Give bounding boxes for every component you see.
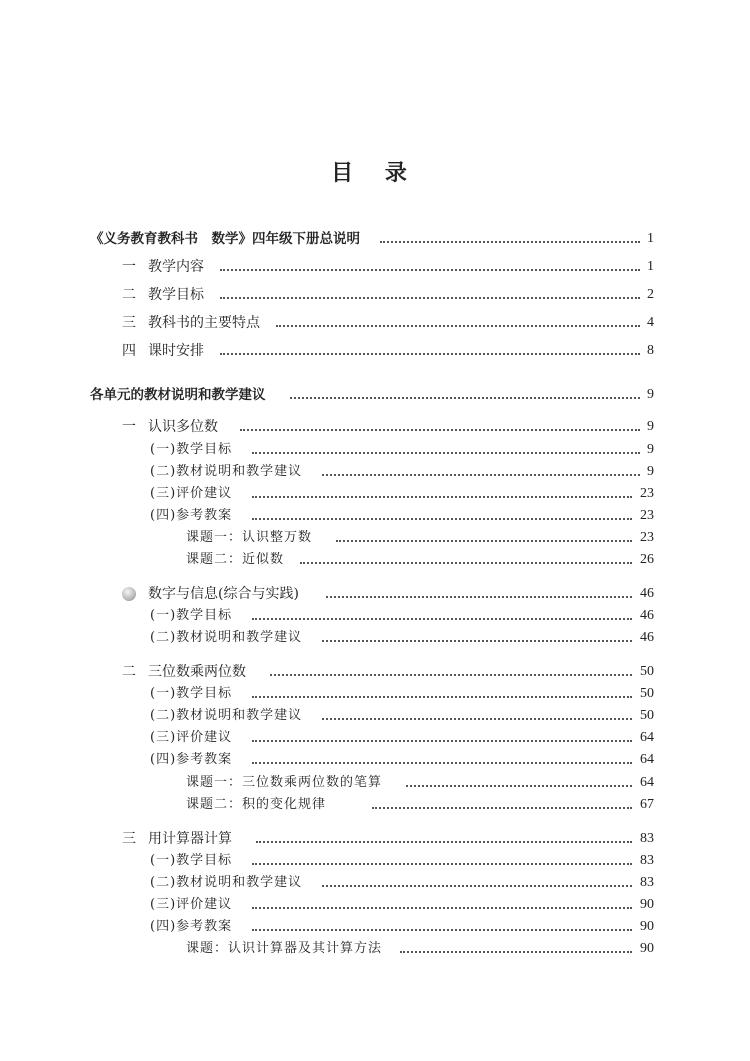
toc-page-number: 1 — [647, 231, 654, 246]
toc-entry-label: 课题二：近似数 — [186, 552, 285, 567]
toc-page-number: 9 — [647, 419, 654, 434]
toc-page-number: 2 — [647, 287, 654, 302]
leader-dots — [322, 718, 632, 720]
leader-dots — [252, 740, 632, 742]
toc-entry[interactable] — [0, 705, 750, 727]
toc-page-number: 46 — [640, 608, 654, 623]
toc-entry-label — [122, 828, 232, 850]
toc-entry-overview[interactable] — [0, 228, 750, 250]
toc-page-number: 90 — [640, 919, 654, 934]
toc-page-number: 64 — [640, 775, 654, 790]
toc-entry-label: 课题一：认识整万数 — [186, 530, 313, 545]
leader-dots — [220, 297, 640, 299]
toc-page-number: 9 — [647, 442, 654, 457]
toc-page-number: 4 — [647, 315, 654, 330]
leader-dots — [372, 807, 632, 809]
toc-page-number: 9 — [647, 387, 654, 402]
toc-marker: 一 — [122, 419, 136, 435]
toc-page-number: 50 — [640, 686, 654, 701]
leader-dots — [256, 841, 632, 843]
toc-entry-label: (三)评价建议 — [150, 897, 233, 912]
toc-entry[interactable] — [0, 627, 750, 649]
toc-unit[interactable] — [0, 661, 750, 683]
toc-page-number: 23 — [640, 508, 654, 523]
leader-dots — [252, 863, 632, 865]
leader-dots — [252, 496, 632, 498]
leader-dots — [240, 429, 640, 431]
toc-entry-label — [122, 256, 204, 278]
toc-entry-label: 课题：认识计算器及其计算方法 — [186, 941, 383, 956]
toc-entry[interactable] — [0, 727, 750, 749]
toc-page-number: 23 — [640, 486, 654, 501]
toc-entry-label: (三)评价建议 — [150, 486, 233, 501]
toc-entry[interactable] — [0, 916, 750, 938]
toc-unit[interactable] — [0, 828, 750, 850]
toc-page-number: 83 — [640, 831, 654, 846]
toc-entry-label — [122, 416, 218, 438]
toc-entry-text: 三位数乘两位数 — [148, 664, 246, 680]
leader-dots — [380, 241, 640, 243]
toc-marker: 三 — [122, 315, 136, 331]
leader-dots — [322, 640, 632, 642]
toc-entry-text: 教学内容 — [148, 259, 204, 275]
page-title: 目 录 — [331, 161, 419, 186]
toc-page-number: 9 — [647, 464, 654, 479]
toc-marker: 四 — [122, 343, 136, 359]
toc-entry-label: 课题二：积的变化规律 — [186, 797, 327, 812]
toc-page-number: 64 — [640, 752, 654, 767]
toc-entry-label: (四)参考教案 — [150, 919, 233, 934]
toc-entry-label — [122, 284, 204, 306]
toc-entry-label: (二)教材说明和教学建议 — [150, 708, 303, 723]
leader-dots — [252, 518, 632, 520]
leader-dots — [322, 885, 632, 887]
toc-entry[interactable] — [0, 256, 750, 278]
toc-entry[interactable] — [0, 284, 750, 306]
toc-practice[interactable] — [0, 583, 750, 605]
toc-entry-label: (一)教学目标 — [150, 853, 233, 868]
toc-entry[interactable] — [0, 749, 750, 771]
leader-dots — [220, 353, 640, 355]
toc-entry-label — [122, 340, 204, 362]
toc-page-number: 50 — [640, 708, 654, 723]
leader-dots — [290, 397, 640, 399]
leader-dots — [252, 696, 632, 698]
toc-entry[interactable] — [0, 505, 750, 527]
toc-page-number: 23 — [640, 530, 654, 545]
toc-entry-label: 课题一：三位数乘两位数的笔算 — [186, 775, 383, 790]
toc-entry-label: (三)评价建议 — [150, 730, 233, 745]
toc-entry-label: (二)教材说明和教学建议 — [150, 464, 303, 479]
leader-dots — [300, 562, 632, 564]
leader-dots — [252, 452, 640, 454]
toc-entry[interactable] — [0, 439, 750, 461]
toc-entry-text: 认识多位数 — [148, 419, 218, 435]
toc-entry-label: (一)教学目标 — [150, 608, 233, 623]
toc-entry-label: 各单元的教材说明和教学建议 — [90, 387, 266, 403]
toc-page-number: 8 — [647, 343, 654, 358]
toc-page-number: 46 — [640, 630, 654, 645]
toc-entry-label — [122, 312, 260, 334]
toc-page-number: 26 — [640, 552, 654, 567]
toc-entry-label: (二)教材说明和教学建议 — [150, 630, 303, 645]
toc-entry-label: (二)教材说明和教学建议 — [150, 875, 303, 890]
leader-dots — [326, 596, 632, 598]
toc-marker: 二 — [122, 287, 136, 303]
toc-page-number: 90 — [640, 941, 654, 956]
leader-dots — [252, 762, 632, 764]
toc-page-number: 67 — [640, 797, 654, 812]
toc-page-number: 1 — [647, 259, 654, 274]
leader-dots — [406, 785, 632, 787]
toc-entry[interactable] — [0, 872, 750, 894]
toc-entry-label: 《义务教育教科书 数学》四年级下册总说明 — [90, 231, 360, 247]
leader-dots — [336, 540, 632, 542]
toc-entry-label: (四)参考教案 — [150, 508, 233, 523]
toc-lesson[interactable] — [0, 938, 750, 960]
toc-page-number: 83 — [640, 875, 654, 890]
toc-entry-label: (四)参考教案 — [150, 752, 233, 767]
toc-entry-label: 数字与信息(综合与实践) — [148, 586, 299, 602]
toc-entry-label: (一)教学目标 — [150, 442, 233, 457]
toc-lesson[interactable] — [0, 549, 750, 571]
toc-entry-label: (一)教学目标 — [150, 686, 233, 701]
toc-entry-text: 教科书的主要特点 — [148, 315, 260, 331]
toc-page-number: 46 — [640, 586, 654, 601]
leader-dots — [270, 674, 632, 676]
leader-dots — [276, 325, 640, 327]
toc-page-number: 64 — [640, 730, 654, 745]
leader-dots — [252, 907, 632, 909]
toc-entry-text: 用计算器计算 — [148, 831, 232, 847]
leader-dots — [400, 951, 632, 953]
leader-dots — [252, 929, 632, 931]
toc-entry-text: 教学目标 — [148, 287, 204, 303]
toc-marker: 二 — [122, 664, 136, 680]
toc-entry[interactable] — [0, 683, 750, 705]
toc-unit[interactable] — [0, 416, 750, 438]
toc-entry[interactable] — [0, 340, 750, 362]
toc-entry[interactable] — [0, 483, 750, 505]
toc-lesson[interactable] — [0, 794, 750, 816]
toc-entry[interactable] — [0, 894, 750, 916]
toc-lesson[interactable] — [0, 527, 750, 549]
toc-entry[interactable] — [0, 605, 750, 627]
toc-marker: 一 — [122, 259, 136, 275]
toc-entry-label — [122, 661, 246, 683]
toc-entry-units[interactable] — [0, 384, 750, 406]
leader-dots — [252, 618, 632, 620]
leader-dots — [322, 474, 640, 476]
toc-entry[interactable] — [0, 312, 750, 334]
toc-page-number: 50 — [640, 664, 654, 679]
toc-entry[interactable] — [0, 850, 750, 872]
toc-page-number: 90 — [640, 897, 654, 912]
leader-dots — [220, 269, 640, 271]
toc-marker: 三 — [122, 831, 136, 847]
toc-lesson[interactable] — [0, 772, 750, 794]
toc-page-number: 83 — [640, 853, 654, 868]
bullet-circle-icon — [122, 587, 136, 601]
toc-entry-text: 课时安排 — [148, 343, 204, 359]
toc-entry[interactable] — [0, 461, 750, 483]
